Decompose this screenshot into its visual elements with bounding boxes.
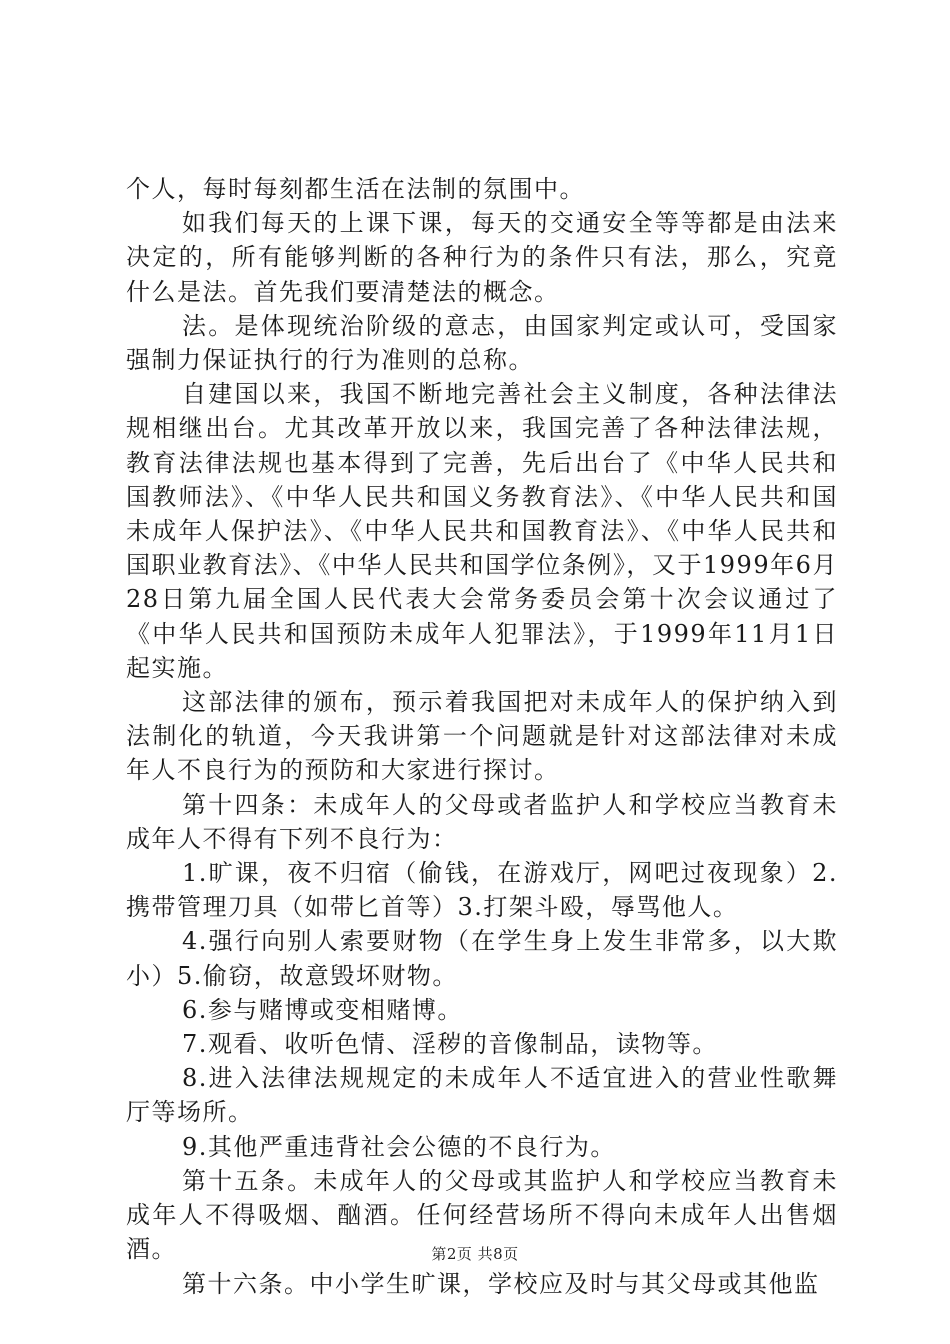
paragraph: 法。是体现统治阶级的意志，由国家判定或认可，受国家强制力保证执行的行为准则的总称。 — [126, 311, 838, 375]
paragraph: 自建国以来，我国不断地完善社会主义制度，各种法律法规相继出台。尤其改革开放以来，我国完善了各种法律法规，教育法律法规也基本得到了完善，先后出台了《中华人民共和国教师法》、《中华人民共和国义务教育法》、《中华人民共和国未成年人保护法》、《中华人民共和国教育法》、《中华人民共和国职业教育法》、《中华人民共和国学位条例》，又于1999年6月28日第九届全国人民代表大会常务委员会第十次会议通过了《中华人民共和国预防未成年人犯罪法》，于1999年11月1日起实施。 — [126, 380, 838, 682]
list-paragraph: 8.进入法律法规规定的未成年人不适宜进入的营业性歌舞厅等场所。 — [126, 1064, 838, 1127]
list-paragraph: 6.参与赌博或变相赌博。 — [182, 995, 463, 1024]
paragraph: 个人，每时每刻都生活在法制的氛围中。 — [126, 175, 585, 203]
list-paragraph: 9.其他严重违背社会公德的不良行为。 — [182, 1132, 616, 1161]
paragraph: 第十六条。中小学生旷课，学校应及时与其父母或其他监 — [182, 1269, 820, 1298]
paragraph: 第十四条：未成年人的父母或者监护人和学校应当教育未成年人不得有下列不良行为： — [126, 790, 838, 853]
paragraph: 如我们每天的上课下课，每天的交通安全等等都是由法来决定的，所有能够判断的各种行为的条件只有法，那么，究竟什么是法。首先我们要清楚法的概念。 — [126, 209, 838, 306]
list-paragraph: 4.强行向别人索要财物（在学生身上发生非常多，以大欺小）5.偷窃，故意毁坏财物。 — [126, 927, 838, 990]
paragraph: 这部法律的颁布，预示着我国把对未成年人的保护纳入到法制化的轨道，今天我讲第一个问题就是针对这部法律对未成年人不良行为的预防和大家进行探讨。 — [126, 688, 838, 785]
paragraph: 第十五条。未成年人的父母或其监护人和学校应当教育未成年人不得吸烟、酗酒。任何经营场所不得向未成年人出售烟酒。 — [126, 1166, 838, 1264]
list-paragraph: 1.旷课，夜不归宿（偷钱，在游戏厅，网吧过夜现象）2.携带管理刀具（如带匕首等）3.打架斗殴，辱骂他人。 — [126, 859, 838, 922]
page-number-footer: 第2页 共8页 — [431, 1245, 519, 1263]
list-paragraph: 7.观看、收听色情、淫秽的音像制品，读物等。 — [182, 1030, 718, 1059]
document-body — [126, 172, 838, 1301]
